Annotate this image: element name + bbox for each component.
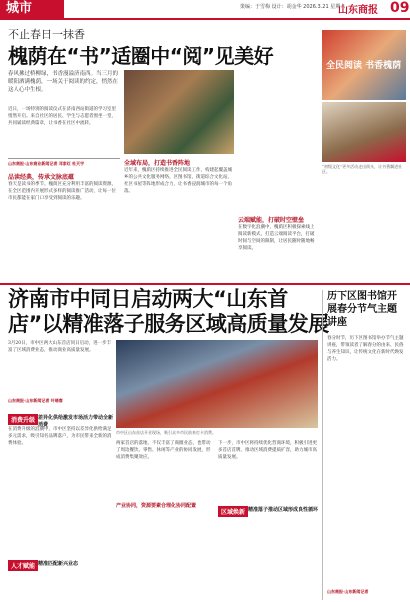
story1-byline: 山东商报·山东商业新闻记者 邓家红 杜天宇 [8, 161, 85, 166]
story3-headline: 历下区图书馆开展春分节气主题讲座 [327, 291, 397, 328]
story1-sub1: 品读经典，传承文脉底蕴 [8, 174, 75, 181]
story1-col4b [322, 176, 406, 281]
story2-col1: 在消费升级的浪潮中，市中区坚持以差异化供给满足多元需求，吸引知名品牌落户，为市民带来全新的消费体验。 [8, 427, 112, 446]
tag1-headline: 差异化供给激发市场活力带动全新消费 [38, 415, 114, 428]
paper-name: 山东商报 [338, 5, 378, 16]
story2-dateline: 3月20日，市中区两大山东首店同日启动，进一步丰富了区域消费业态，推动商业高质量发展。 [8, 341, 112, 353]
reading-photo [124, 70, 234, 154]
header-meta: 策编：于雪梅 设计：胡金华 2026.3.21 星期六 [240, 4, 346, 10]
story2-col1b [8, 572, 112, 600]
book-photo [322, 102, 406, 162]
story2-col2b [116, 512, 214, 600]
story2-headline: 济南市中同日启动两大“山东首店”以精准落子服务区域高质量发展 [8, 287, 329, 336]
story1-col1b [124, 96, 234, 108]
tag2-headline: 精准匹配新兴业态 [38, 561, 79, 567]
sidebar-story [322, 290, 406, 600]
section-divider [0, 283, 410, 285]
tag-region: 区域焕新 [218, 506, 248, 517]
story1-col4: 在数字化浪潮中，槐荫区积极探索线上阅读新模式，打造云端阅读平台，打破时间与空间的限制，让居民随时随地畅享阅读。 [238, 225, 315, 251]
story2-byline: 山东商报·山东新闻记者 叶绪春 [8, 398, 63, 403]
story2-photo-caption: 市中区山东首店开业现场，吸引众多市民前来打卡消费。 [116, 430, 216, 435]
tag-consumption: 消费升级 [8, 414, 38, 425]
story2-col3: 下一步，市中区将持续优化营商环境，积极引进更多首店首牌，推动区域消费提质扩容，助力城市高质量发展。 [218, 441, 317, 460]
divider [8, 158, 120, 159]
story1-photo-caption: “初级文化”更多活动走出街头，让书香飘进社区。 [322, 164, 403, 174]
story1-lead: 春风拂过桥柳绿，书香漫溢济南西。当三月的暖阳洒满槐荫，一场关于阅读的约定，悄然在这人心中生根。 [8, 71, 119, 93]
story1-sub2: 全域布局，打造书香阵地 [124, 160, 191, 167]
event-photo [322, 30, 406, 100]
story1-kicker: 不止春日一抹香 [8, 28, 85, 41]
photo-banner-text: 全民阅读 书香槐荫 [326, 61, 402, 71]
section-tab: 城市 [0, 0, 64, 18]
store-opening-photo [116, 340, 318, 428]
story1-headline: 槐荫在“书”适圈中“阅”见美好 [8, 44, 274, 68]
tag3-headline: 精准落子推动区域形成良性循环 [248, 507, 319, 513]
page-number: 09 [390, 0, 410, 16]
story3-body: 春分时节，历下区图书馆举办节气主题讲座，带领读者了解春分的由来、民俗与养生知识，让传统文化在新时代焕发活力。 [327, 336, 404, 362]
story1-col1: 近日，一场特别的阅读仪式在济南西站街道的学习室里悄然开启。来自社区的居民、学生与志愿者围坐一堂，共同诵读经典篇章，让书香在社区中流转。 [8, 107, 116, 126]
story1-sub3: 云端赋能，打破时空壁垒 [238, 217, 305, 224]
story2-col3b [218, 518, 318, 600]
story1-col2: 春天是读书的季节。槐荫区充分利用丰富的阅读资源，在全区范围内开展形式多样的阅读推广活动，让每一位市民都能在家门口享受到阅读的乐趣。 [8, 182, 116, 201]
tag-talent: 人才赋能 [8, 560, 38, 571]
story1-col3: 近年来，槐荫区持续推进全民阅读工作，构建起覆盖城乡的公共文化服务网络。区图书馆、街道综合文化站、社区书屋等阵地形成合力，让书香浸润城市的每一个角落。 [124, 168, 232, 194]
story2-sub1: 产业协同，资源要素合理化协同配置 [116, 503, 197, 509]
header-rule [0, 18, 410, 20]
story2-col2: 两家首店的落地，不仅丰富了商圈业态，也带动了周边餐饮、零售、休闲等产业的协同发展，形成消费集聚效应。 [116, 441, 211, 460]
story3-byline: 山东商报·山东新闻记者 [327, 589, 369, 594]
